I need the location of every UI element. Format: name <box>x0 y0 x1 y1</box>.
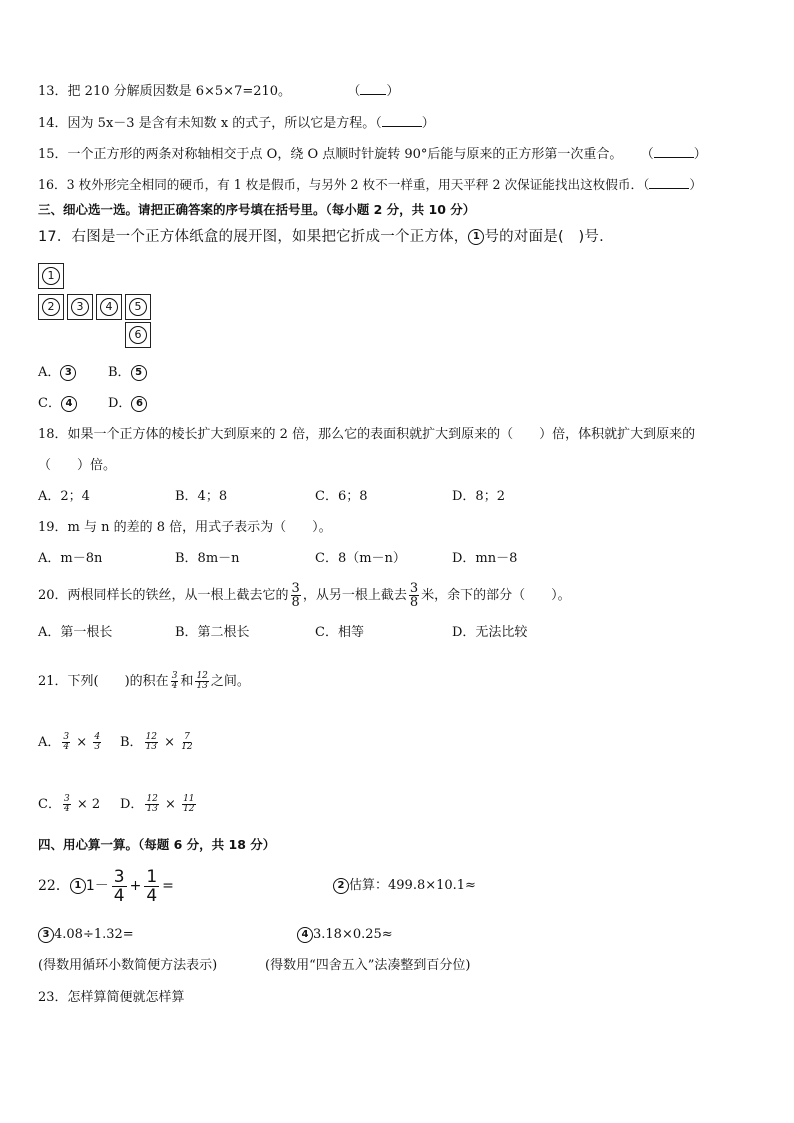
q20-option-a[interactable]: A．第一根长 <box>38 625 113 640</box>
fraction: $\frac{3}{4}$ <box>63 732 70 752</box>
question-13-text: 13．把 210 分解质因数是 6×5×7=210。 <box>38 84 292 99</box>
answer-blank[interactable] <box>654 145 694 158</box>
q19-option-c[interactable]: C．8（m－n） <box>315 551 406 566</box>
question-22-part2: 2 估算：499.8×10.1≈ <box>333 877 476 895</box>
question-23: 23．怎样算简便就怎样算 <box>38 990 185 1005</box>
q19-option-a[interactable]: A．m－8n <box>38 551 103 566</box>
q21-option-d[interactable]: D． $\frac{12}{13}$ × $\frac{11}{12}$ <box>120 794 195 814</box>
answer-paren-close: ） <box>421 116 435 131</box>
q21-option-b[interactable]: B． $\frac{12}{13}$ × $\frac{7}{12}$ <box>120 732 193 752</box>
fraction: $\frac{12}{13}$ <box>196 671 208 691</box>
q21-option-a[interactable]: A． $\frac{3}{4}$ × $\frac{4}{3}$ <box>38 732 101 752</box>
net-cell-5: 5 <box>125 294 151 320</box>
fraction: $\frac{1}{4}$ <box>146 866 158 906</box>
circled-number: 5 <box>131 365 147 381</box>
q18-option-c[interactable]: C．6；8 <box>315 489 368 504</box>
q19-option-b[interactable]: B．8m－n <box>175 551 240 566</box>
answer-blank[interactable] <box>382 114 422 127</box>
circled-number: 4 <box>61 396 77 412</box>
q20-option-c[interactable]: C．相等 <box>315 625 364 640</box>
question-15 <box>38 145 707 164</box>
question-22-note2: (得数用“四舍五入”法凑整到百分位) <box>265 958 471 973</box>
question-16 <box>38 176 702 194</box>
question-22-part3: 3 4.08÷1.32= <box>38 926 134 944</box>
question-22-part1: 22． 1 1－ $\frac{3}{4}$ + $\frac{1}{4}$ = <box>38 866 174 906</box>
q17-option-b[interactable]: B． 5 <box>108 364 147 382</box>
question-19: 19．m 与 n 的差的 8 倍，用式子表示为（ ）。 <box>38 520 332 535</box>
q18-option-b[interactable]: B．4；8 <box>175 489 228 504</box>
fraction: $\frac{12}{13}$ <box>145 732 158 752</box>
fraction: $\frac{3}{4}$ <box>63 794 70 814</box>
circled-number: 2 <box>333 878 349 894</box>
q18-option-a[interactable]: A．2；4 <box>38 489 90 504</box>
question-14 <box>38 114 435 133</box>
q17-option-c[interactable]: C． 4 <box>38 395 77 413</box>
question-18-line2: （ ）倍。 <box>38 458 117 473</box>
fraction: $\frac{3}{8}$ <box>291 581 300 610</box>
circled-number: 6 <box>131 396 147 412</box>
answer-paren-close: ） <box>693 147 707 162</box>
question-21: 21．下列( )的积在 $\frac{3}{4}$ 和 $\frac{12}{13}$ 之间。 <box>38 671 250 691</box>
net-cell-3: 3 <box>67 294 93 320</box>
answer-paren-open: （ <box>347 84 361 99</box>
answer-paren-close: ） <box>689 177 702 192</box>
q17-option-d[interactable]: D． 6 <box>108 395 147 413</box>
fraction: $\frac{7}{12}$ <box>181 732 193 752</box>
answer-paren-open: （ <box>640 147 654 162</box>
net-cell-1: 1 <box>38 263 64 289</box>
q19-option-d[interactable]: D．mn－8 <box>452 551 518 566</box>
q21-option-c[interactable]: C． $\frac{3}{4}$ × 2 <box>38 794 101 814</box>
question-20: 20．两根同样长的铁丝，从一根上截去它的 $\frac{3}{8}$ ，从另一根上截去 $\frac{3}{8}$ 米，余下的部分（ ）。 <box>38 581 571 610</box>
question-22-part4: 4 3.18×0.25≈ <box>297 926 393 944</box>
answer-blank[interactable] <box>360 82 386 95</box>
circled-number: 1 <box>70 878 86 894</box>
answer-paren-close: ） <box>386 84 400 99</box>
question-17-post: 号的对面是( )号. <box>484 229 604 245</box>
q20-option-d[interactable]: D．无法比较 <box>452 625 528 640</box>
circled-number: 4 <box>297 927 313 943</box>
circled-number: 1 <box>468 229 484 245</box>
question-15-text: 15．一个正方形的两条对称轴相交于点 O，绕 O 点顺时针旋转 90°后能与原来的正方形第一次重合。 <box>38 147 623 162</box>
fraction: $\frac{3}{4}$ <box>113 866 125 906</box>
fraction: $\frac{12}{13}$ <box>146 794 158 814</box>
question-18-line1: 18．如果一个正方体的棱长扩大到原来的 2 倍，那么它的表面积就扩大到原来的（ ）倍，体积就扩大到原来的 <box>38 427 696 442</box>
question-17-pre: 17．右图是一个正方体纸盒的展开图，如果把它折成一个正方体， <box>38 229 469 245</box>
section-4-heading: 四、用心算一算。（每题 6 分，共 18 分） <box>38 837 276 852</box>
question-16-text: 16．3 枚外形完全相同的硬币，有 1 枚是假币，与另外 2 枚不一样重，用天平秤 2 次保证能找出这枚假币．（ <box>38 177 650 192</box>
answer-blank[interactable] <box>649 176 689 189</box>
q20-option-b[interactable]: B．第二根长 <box>175 625 250 640</box>
section-3-heading: 三、细心选一选。请把正确答案的序号填在括号里。（每小题 2 分，共 10 分） <box>38 202 476 217</box>
fraction: $\frac{11}{12}$ <box>183 794 195 814</box>
fraction: $\frac{3}{8}$ <box>409 581 419 610</box>
circled-number: 3 <box>38 927 54 943</box>
q18-option-d[interactable]: D．8；2 <box>452 489 505 504</box>
question-22-note1: (得数用循环小数简便方法表示) <box>38 958 218 973</box>
question-14-text: 14．因为 5x－3 是含有未知数 x 的式子，所以它是方程。（ <box>38 116 382 131</box>
fraction: $\frac{3}{4}$ <box>171 671 178 691</box>
net-cell-2: 2 <box>38 294 64 320</box>
fraction: $\frac{4}{3}$ <box>94 732 101 752</box>
question-17 <box>38 228 604 246</box>
net-cell-4: 4 <box>96 294 122 320</box>
circled-number: 3 <box>60 365 76 381</box>
question-13 <box>38 82 399 101</box>
q17-option-a[interactable]: A． 3 <box>38 364 76 382</box>
net-cell-6: 6 <box>125 322 151 348</box>
